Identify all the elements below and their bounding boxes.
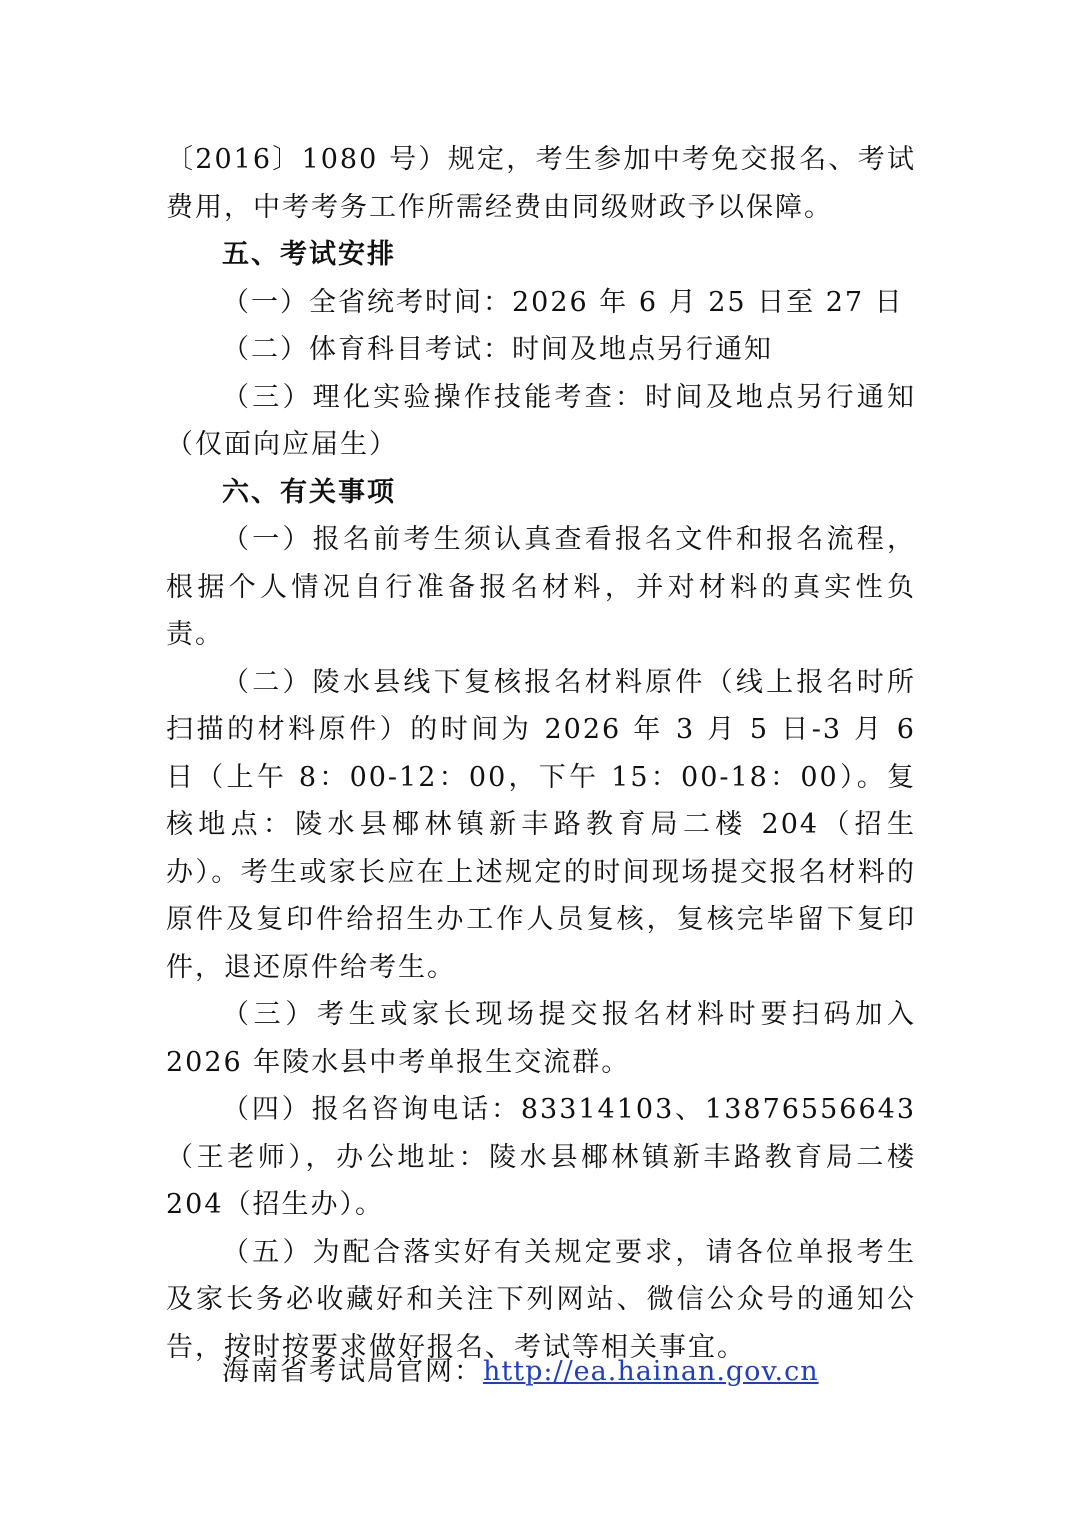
exam-schedule-item-1: （一）全省统考时间：2026 年 6 月 25 日至 27 日 [222, 286, 904, 318]
related-matters-item-5: （五）为配合落实好有关规定要求，请各位单报考生及家长务必收藏好和关注下列网站、微信公众号的通知公告，按时按要求做好报名、考试等相关事宜。 [166, 1236, 916, 1363]
website-line [222, 1348, 819, 1396]
related-matters-item-1: （一）报名前考生须认真查看报名文件和报名流程，根据个人情况自行准备报名材料，并对材料的真实性负责。 [166, 524, 916, 650]
related-matters-item-2: （二）陵水县线下复核报名材料原件（线上报名时所扫描的材料原件）的时间为 2026 年 3 月 5 日-3 月 6 日（上午 8：00-12：00，下午 15：00-18：00）。复核地点：陵水县椰林镇新丰路教育局二楼 204（招生办）。考生或家长应在上述规定的时间现场提交报名材料的原件及复印件给招生办工作人员复核，复核完毕留下复印件，退还原件给考生。 [166, 666, 916, 983]
website-label: 海南省考试局官网： [222, 1356, 483, 1387]
website-link[interactable]: http://ea.hainan.gov.cn [483, 1356, 819, 1387]
intro-paragraph: 〔2016〕1080 号）规定，考生参加中考免交报名、考试费用，中考考务工作所需经费由同级财政予以保障。 [166, 144, 916, 223]
section-heading-related-matters: 六、有关事项 [222, 476, 396, 508]
section-heading-exam-schedule: 五、考试安排 [222, 239, 396, 270]
exam-schedule-item-3: （三）理化实验操作技能考查：时间及地点另行通知（仅面向应届生） [166, 381, 916, 460]
related-matters-item-4: （四）报名咨询电话：83314103、13876556643（王老师），办公地址：陵水县椰林镇新丰路教育局二楼 204（招生办）。 [166, 1094, 916, 1220]
exam-schedule-item-2: （二）体育科目考试：时间及地点另行通知 [222, 334, 773, 365]
document-body [166, 136, 916, 1371]
related-matters-item-3: （三）考生或家长现场提交报名材料时要扫码加入 2026 年陵水县中考单报生交流群。 [166, 999, 916, 1078]
